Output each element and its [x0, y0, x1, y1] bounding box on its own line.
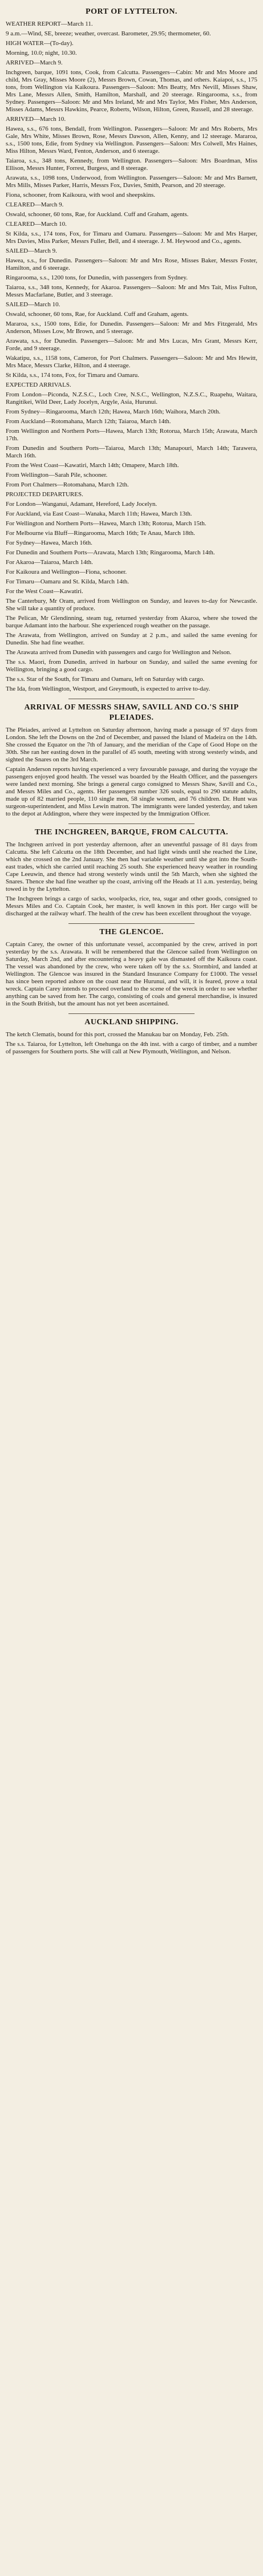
- article-paragraph: The Pelican, Mr Glendinning, steam tug, returned yesterday from Akaroa, where she towed the barque Adamant into the harbour. She experienced rough weather on the passage.: [6, 615, 257, 629]
- article-paragraph: EXPECTED ARRIVALS.: [6, 382, 71, 388]
- section-heading: PORT OF LYTTELTON.: [86, 7, 177, 16]
- article-paragraph: Mararoa, s.s., 1500 tons, Edie, for Dunedin. Passengers—Saloon: Mr and Mrs Fitzgerald, Mrs Anderson, Misses Low, Mr Brown, and 5 steerage.: [6, 321, 257, 335]
- section-heading: ARRIVAL OF MESSRS SHAW, SAVILL AND CO.'S SHIP PLEIADES.: [24, 703, 239, 722]
- article-paragraph: ARRIVED—March 9.: [6, 59, 63, 66]
- article-paragraph: The s.s. Star of the South, for Timaru and Oamaru, left on Saturday with cargo.: [6, 676, 205, 683]
- article-paragraph: For Sydney—Hawea, March 16th.: [6, 539, 92, 546]
- section-divider: [68, 923, 195, 924]
- article-paragraph: From Wellington—Sarah Pile, schooner.: [6, 472, 108, 478]
- article-paragraph: The Canterbury, Mr Oram, arrived from Wellington on Sunday, and leaves to-day for Newcastle. She will take a quantity of produce.: [6, 598, 257, 612]
- article-paragraph: Inchgreen, barque, 1091 tons, Cook, from Calcutta. Passengers—Cabin: Mr and Mrs Moore and child, Mrs Gray, Misses Moore (2), Messrs Brown, Cowan, Thomas, and others. Kaiapoi, s.s., 175 tons, from Wellington via Kaikoura. Passengers—Saloon: Mrs Beatty, Mrs Nevill, Misses Shaw, Mrs Lane, Messrs Allen, Smith, Hamilton, Marshall, and 20 steerage. Ringarooma, s.s., from Sydney. Passengers—Saloon: Mr and Mrs Ireland, Mr and Mrs Taylor, Mrs Fisher, Mrs Anderson, Misses Adams, Messrs Hawkins, Pearce, Roberts, Wilson, Hilton, Green, Russell, and 28 steerage.: [6, 69, 257, 113]
- article-paragraph: 9 a.m.—Wind, SE, breeze; weather, overcast. Barometer, 29.95; thermometer, 60.: [6, 30, 211, 37]
- article-paragraph: The Inchgreen brings a cargo of sacks, woolpacks, rice, tea, sugar and other goods, consigned to Messrs Miles and Co. Captain Cook, her master, is well known in this port. Her cargo will be discharged at the railway wharf. The health of the crew has been excellent throughout the voyage.: [6, 895, 257, 917]
- article-paragraph: CLEARED—March 10.: [6, 221, 67, 228]
- article-paragraph: For Kaikoura and Wellington—Fiona, schooner.: [6, 569, 127, 575]
- article-paragraph: Ringarooma, s.s., 1200 tons, for Dunedin, with passengers from Sydney.: [6, 274, 188, 281]
- article-paragraph: Hawea, s.s., for Dunedin. Passengers—Saloon: Mr and Mrs Rose, Misses Baker, Messrs Foster, Hamilton, and 6 steerage.: [6, 257, 257, 271]
- article-paragraph: For London—Wanganui, Adamant, Hereford, Lady Jocelyn.: [6, 501, 157, 508]
- section-heading: THE GLENCOE.: [99, 928, 164, 936]
- article-section: [6, 923, 257, 1008]
- article-paragraph: For the West Coast—Kawatiri.: [6, 588, 83, 595]
- article-paragraph: The Inchgreen arrived in port yesterday afternoon, after an uneventful passage of 81 days from Calcutta. She left Calcutta on the 18th December, and had light winds until she reached the Line, which she crossed on the 2nd January. She then had variable weather until she got into the South-east trades, which she carried until reaching 25 south. She experienced heavy weather in rounding Cape Leeuwin, and thence had strong westerly winds until the 5th March, when she sighted the Snares. Thence she had fine weather up the coast, arriving off the Heads at 11 a.m. yesterday, being towed in by the Lyttelton.: [6, 841, 257, 893]
- article-paragraph: CLEARED—March 9.: [6, 201, 64, 208]
- article-paragraph: From the West Coast—Kawatiri, March 14th; Omapere, March 18th.: [6, 462, 179, 469]
- article-paragraph: SAILED—March 10.: [6, 301, 60, 308]
- article-paragraph: Taiaroa, s.s., 348 tons, Kennedy, for Akaroa. Passengers—Saloon: Mr and Mrs Tait, Miss Fulton, Messrs Macfarlane, Butler, and 3 steerage.: [6, 284, 257, 298]
- article-paragraph: Arawata, s.s., for Dunedin. Passengers—Saloon: Mr and Mrs Lucas, Mrs Grant, Messrs Kerr, Forde, and 9 steerage.: [6, 338, 257, 352]
- section-divider: [68, 823, 195, 824]
- article-paragraph: SAILED—March 9.: [6, 248, 57, 254]
- article-paragraph: Hawea, s.s., 676 tons, Bendall, from Wellington. Passengers—Saloon: Mr and Mrs Roberts, Mrs Gale, Mrs White, Misses Brown, Rose, Messrs Dawson, Allen, Kenny, and 12 steerage. Mararoa, s.s., 1500 tons, Edie, from Sydney via Wellington. Passengers—Saloon: Mrs Colwell, Mrs Haines, Miss Hilton, Messrs Ward, Fenton, Anderson, and 6 steerage.: [6, 125, 257, 155]
- article-paragraph: Oswald, schooner, 60 tons, Rae, for Auckland. Cuff and Graham, agents.: [6, 311, 189, 318]
- article-paragraph: The Arawata arrived from Dunedin with passengers and cargo for Wellington and Nelson.: [6, 649, 232, 656]
- article-paragraph: The s.s. Taiaroa, for Lyttelton, left Onehunga on the 4th inst. with a cargo of timber, and a number of passengers for Southern ports. She will call at New Plymouth, Wellington, and Nelson.: [6, 1041, 257, 1055]
- article-paragraph: The Arawata, from Wellington, arrived on Sunday at 2 p.m., and sailed the same evening for Dunedin. She had fine weather.: [6, 632, 257, 646]
- article-paragraph: From Auckland—Rotomahana, March 12th; Taiaroa, March 14th.: [6, 418, 171, 425]
- article-paragraph: For Akaroa—Taiaroa, March 14th.: [6, 559, 93, 566]
- article-paragraph: HIGH WATER—(To-day).: [6, 40, 74, 47]
- article-paragraph: The Ida, from Wellington, Westport, and Greymouth, is expected to arrive to-day.: [6, 685, 211, 692]
- article-section: [6, 699, 257, 818]
- article-section: [6, 823, 257, 918]
- article-paragraph: For Melbourne via Bluff—Ringarooma, March 16th; Te Anau, March 18th.: [6, 530, 195, 537]
- article-paragraph: For Auckland, via East Coast—Wanaka, March 11th; Hawea, March 13th.: [6, 510, 192, 517]
- article-paragraph: Fiona, schooner, from Kaikoura, with wool and sheepskins.: [6, 192, 155, 198]
- article-paragraph: The s.s. Maori, from Dunedin, arrived in harbour on Sunday, and sailed the same evening for Wellington, bringing a good cargo.: [6, 659, 257, 673]
- article-paragraph: St Kilda, s.s., 174 tons, Fox, for Timaru and Oamaru.: [6, 372, 140, 379]
- article-paragraph: From Dunedin and Southern Ports—Taiaroa, March 13th; Manapouri, March 14th; Tarawera, March 16th.: [6, 445, 257, 459]
- article-paragraph: ARRIVED—March 10.: [6, 116, 66, 123]
- article-paragraph: Oswald, schooner, 60 tons, Rae, for Auckland. Cuff and Graham, agents.: [6, 211, 189, 218]
- article-paragraph: The ketch Clematis, bound for this port, crossed the Manukau bar on Monday, Feb. 25th.: [6, 1031, 229, 1038]
- article-paragraph: PROJECTED DEPARTURES.: [6, 491, 83, 498]
- article-paragraph: From Wellington and Northern Ports—Hawea, March 13th; Rotorua, March 15th; Arawata, March 17th.: [6, 428, 257, 442]
- article-section: [6, 7, 257, 693]
- article-paragraph: Captain Carey, the owner of this unfortunate vessel, accompanied by the crew, arrived in port yesterday by the s.s. Arawata. It will be remembered that the Glencoe sailed from Wellington on Saturday, March 2nd, and after encountering a heavy gale was dismasted off the Kaikoura coast. The vessel was abandoned by the crew, who were taken off by the s.s. Stormbird, and landed at Wellington. The Glencoe was insured in the Standard Insurance Company for £1000. The vessel has since been reported ashore on the coast near the Hurunui, and will, it is feared, prove a total wreck. Captain Carey intends to proceed overland to the scene of the wreck in order to see whether anything can be saved from her. The cargo, consisting of coals and general merchandise, is insured in the South British, but the amount has not yet been ascertained.: [6, 941, 257, 1007]
- article-paragraph: Taiaroa, s.s., 348 tons, Kennedy, from Wellington. Passengers—Saloon: Mrs Boardman, Miss Ellison, Messrs Hunter, Forrest, Burgess, and 8 steerage.: [6, 157, 257, 172]
- article-paragraph: For Timaru—Oamaru and St. Kilda, March 14th.: [6, 578, 130, 585]
- article-paragraph: From Sydney—Ringarooma, March 12th; Hawea, March 16th; Waihora, March 20th.: [6, 408, 221, 415]
- article-paragraph: Arawata, s.s., 1098 tons, Underwood, from Wellington. Passengers—Saloon: Mr and Mrs Barnett, Mrs Mills, Misses Parker, Harris, Messrs Fox, Davies, Smith, Pearson, and 20 steerage.: [6, 175, 257, 189]
- section-divider: [68, 1013, 195, 1014]
- article-paragraph: For Wellington and Northern Ports—Hawea, March 13th; Rotorua, March 15th.: [6, 520, 207, 527]
- article-paragraph: Morning, 10.0; night, 10.30.: [6, 50, 77, 56]
- section-heading: THE INCHGREEN, BARQUE, FROM CALCUTTA.: [34, 828, 229, 837]
- article-section: [6, 1013, 257, 1056]
- article-paragraph: WEATHER REPORT—March 11.: [6, 21, 93, 27]
- article-paragraph: The Pleiades, arrived at Lyttelton on Saturday afternoon, having made a passage of 97 days from London. She left the Downs on the 2nd of December, and passed the Island of Madeira on the 14th. She crossed the Equator on the 7th of January, and the meridian of the Cape of Good Hope on the 30th. She ran her easting down in the parallel of 45 south, meeting with strong westerly winds, and sighted the Snares on the 3rd March.: [6, 727, 257, 763]
- article-paragraph: St Kilda, s.s., 174 tons, Fox, for Timaru and Oamaru. Passengers—Saloon: Mr and Mrs Harper, Mrs Davies, Miss Parker, Messrs Fuller, Bell, and 4 steerage. J. M. Heywood and Co., agents.: [6, 230, 257, 245]
- article-paragraph: For Dunedin and Southern Ports—Arawata, March 13th; Ringarooma, March 14th.: [6, 549, 215, 556]
- article-paragraph: From London—Piconda, N.Z.S.C., Loch Cree, N.S.C., Wellington, N.Z.S.C., Ruapehu, Waitara, Rangitikei, Wild Deer, Lady Jocelyn, Argyle, Asia, Hurunui.: [6, 391, 257, 405]
- article-paragraph: From Port Chalmers—Rotomahana, March 12th.: [6, 481, 129, 488]
- article-paragraph: Wakatipu, s.s., 1158 tons, Cameron, for Port Chalmers. Passengers—Saloon: Mr and Mrs Hewitt, Mrs Mace, Messrs Clarke, Hilton, and 4 steerage.: [6, 355, 257, 369]
- section-heading: AUCKLAND SHIPPING.: [84, 1018, 179, 1027]
- article-paragraph: Captain Anderson reports having experienced a very favourable passage, and during the voyage the passengers enjoyed good health. The vessel was boarded by the Health Officer, and the passengers were landed next morning. She brings a general cargo consigned to Messrs Shaw, Savill and Co., and Messrs Miles and Co., agents. Her passengers number 326 souls, equal to 290 statute adults, made up of 82 married people, 110 single men, 58 single women, and 76 children. Dr. Hunt was surgeon-superintendent, and Miss Lewin matron. The immigrants were landed yesterday, and taken to the depot at Addington, where they were inspected by the Immigration Officer.: [6, 766, 257, 817]
